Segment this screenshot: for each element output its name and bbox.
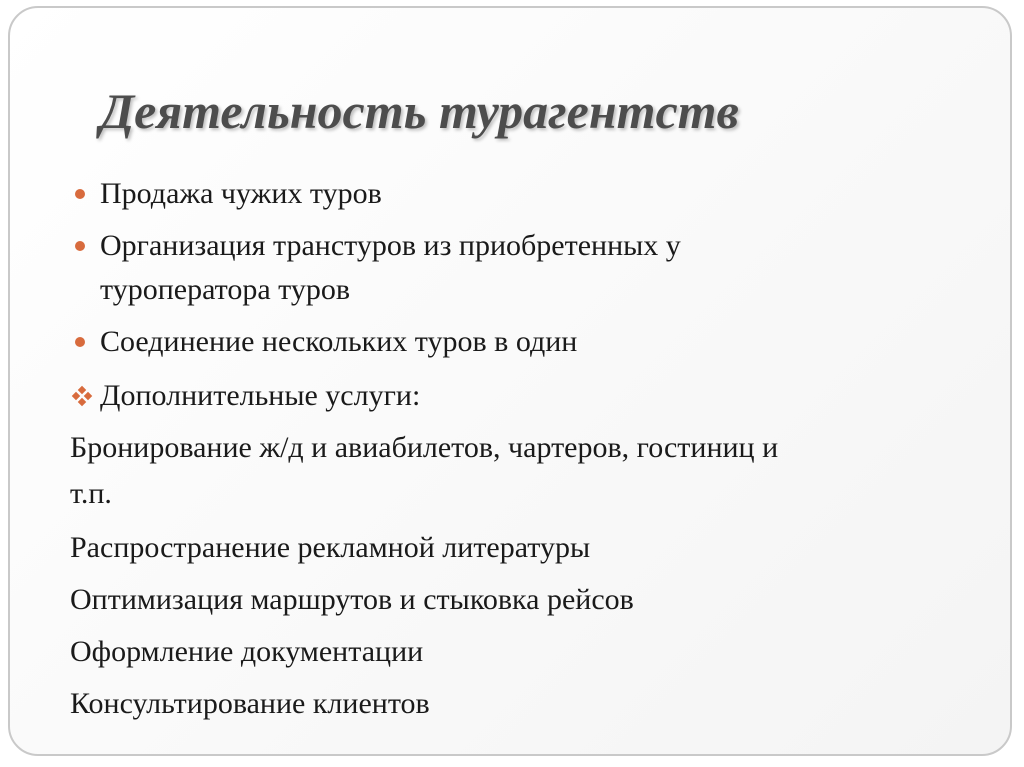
service-line: Распространение рекламной литературы	[70, 531, 591, 564]
service-line: Оптимизация маршрутов и стыковка рейсов	[70, 583, 634, 616]
list-item-text: Организация транстуров из приобретенных у	[100, 229, 681, 262]
service-line: Бронирование ж/д и авиабилетов, чартеров, гостиниц и	[70, 431, 779, 464]
service-line: Оформление документации	[70, 635, 424, 668]
dot-bullet-icon	[75, 337, 85, 347]
diamond-bullet-icon	[70, 384, 94, 408]
dot-bullet-icon	[75, 241, 85, 251]
dot-bullet-icon	[75, 189, 85, 199]
list-item-text: Продажа чужих туров	[100, 177, 382, 210]
list-item-text-continued: туроператора туров	[100, 273, 351, 306]
service-line: Консультирование клиентов	[70, 687, 430, 720]
service-line-continued: т.п.	[70, 477, 112, 510]
slide-title: Деятельность турагентств	[100, 83, 739, 139]
list-item-text: Дополнительные услуги:	[100, 379, 421, 412]
list-item-text: Соединение нескольких туров в один	[100, 325, 578, 358]
